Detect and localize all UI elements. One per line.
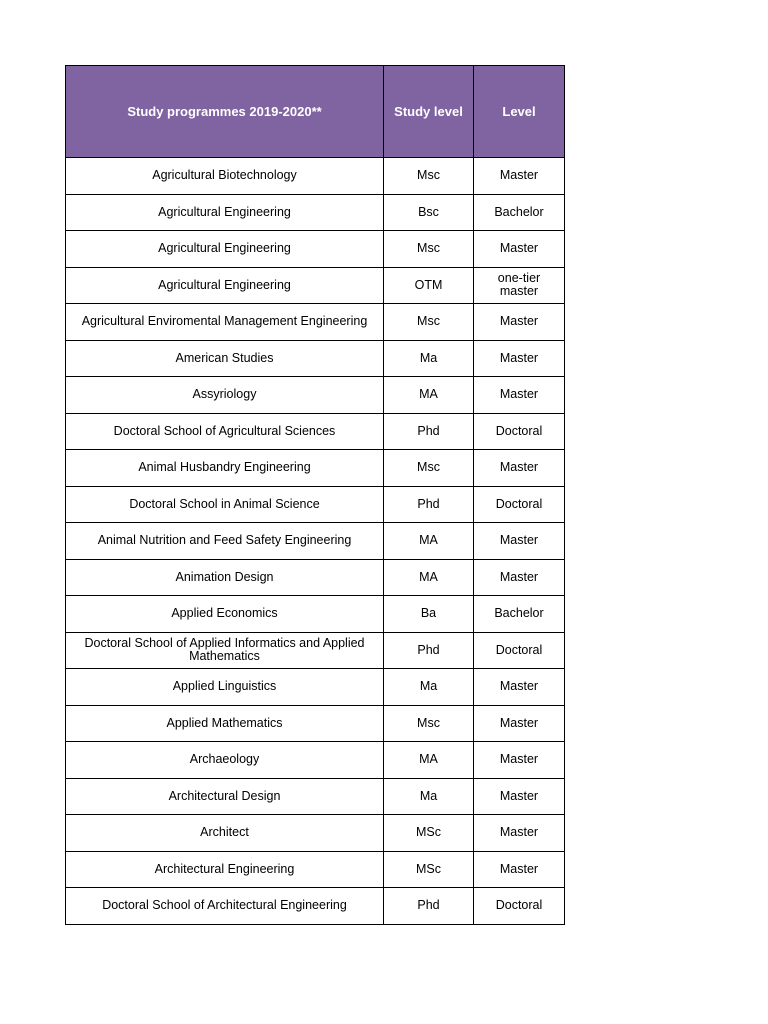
- level-cell: Doctoral: [474, 888, 565, 925]
- table-row: [66, 523, 565, 560]
- header-study-level: Study level: [384, 66, 474, 158]
- study-level-cell: Ba: [384, 596, 474, 633]
- table-row: [66, 413, 565, 450]
- level-cell: Master: [474, 377, 565, 414]
- programme-cell: Doctoral School in Animal Science: [66, 486, 384, 523]
- level-cell: Doctoral: [474, 632, 565, 669]
- table-row: [66, 559, 565, 596]
- study-level-cell: Msc: [384, 304, 474, 341]
- table-row: [66, 596, 565, 633]
- table-row: [66, 888, 565, 925]
- table-row: [66, 778, 565, 815]
- table-row: [66, 815, 565, 852]
- level-cell: Master: [474, 304, 565, 341]
- study-level-cell: OTM: [384, 267, 474, 304]
- programme-cell: Doctoral School of Architectural Engineering: [66, 888, 384, 925]
- table-row: [66, 632, 565, 669]
- study-level-cell: Phd: [384, 486, 474, 523]
- table-row: [66, 304, 565, 341]
- table-header-row: [66, 66, 565, 158]
- table-row: [66, 377, 565, 414]
- programme-cell: Architectural Engineering: [66, 851, 384, 888]
- level-cell: Master: [474, 778, 565, 815]
- programme-cell: Agricultural Engineering: [66, 267, 384, 304]
- programme-cell: Animal Nutrition and Feed Safety Engineering: [66, 523, 384, 560]
- study-level-cell: Ma: [384, 778, 474, 815]
- level-cell: Doctoral: [474, 413, 565, 450]
- study-level-cell: MSc: [384, 851, 474, 888]
- table-row: [66, 742, 565, 779]
- level-cell: Master: [474, 450, 565, 487]
- level-cell: Master: [474, 669, 565, 706]
- level-cell: Doctoral: [474, 486, 565, 523]
- study-level-cell: Phd: [384, 413, 474, 450]
- table-row: [66, 705, 565, 742]
- study-level-cell: MA: [384, 742, 474, 779]
- programme-cell: Animal Husbandry Engineering: [66, 450, 384, 487]
- study-level-cell: Phd: [384, 632, 474, 669]
- programme-cell: Agricultural Biotechnology: [66, 158, 384, 195]
- level-cell: Master: [474, 705, 565, 742]
- study-level-cell: Msc: [384, 450, 474, 487]
- study-level-cell: MA: [384, 523, 474, 560]
- table-row: [66, 851, 565, 888]
- level-cell: Master: [474, 158, 565, 195]
- header-study-programmes: Study programmes 2019-2020**: [66, 66, 384, 158]
- level-cell: Master: [474, 851, 565, 888]
- level-cell: Bachelor: [474, 596, 565, 633]
- level-cell: one-tier master: [474, 267, 565, 304]
- table-row: [66, 340, 565, 377]
- study-level-cell: MA: [384, 377, 474, 414]
- level-cell: Master: [474, 559, 565, 596]
- study-level-cell: MSc: [384, 815, 474, 852]
- table-row: [66, 669, 565, 706]
- programme-cell: Assyriology: [66, 377, 384, 414]
- programme-cell: Applied Mathematics: [66, 705, 384, 742]
- programme-cell: Architectural Design: [66, 778, 384, 815]
- study-level-cell: Msc: [384, 231, 474, 268]
- level-cell: Master: [474, 231, 565, 268]
- programme-cell: Doctoral School of Agricultural Sciences: [66, 413, 384, 450]
- table-row: [66, 158, 565, 195]
- programme-cell: Agricultural Engineering: [66, 231, 384, 268]
- study-programmes-table: [65, 65, 565, 925]
- level-cell: Master: [474, 742, 565, 779]
- table-row: [66, 450, 565, 487]
- programme-cell: Animation Design: [66, 559, 384, 596]
- table-row: [66, 267, 565, 304]
- study-level-cell: Ma: [384, 669, 474, 706]
- study-level-cell: Phd: [384, 888, 474, 925]
- programme-cell: Doctoral School of Applied Informatics and Applied Mathematics: [66, 632, 384, 669]
- level-cell: Master: [474, 815, 565, 852]
- header-level: Level: [474, 66, 565, 158]
- table-row: [66, 486, 565, 523]
- table-row: [66, 194, 565, 231]
- study-level-cell: Bsc: [384, 194, 474, 231]
- table-row: [66, 231, 565, 268]
- programme-cell: Agricultural Enviromental Management Engineering: [66, 304, 384, 341]
- programme-cell: Agricultural Engineering: [66, 194, 384, 231]
- study-level-cell: Msc: [384, 158, 474, 195]
- programme-cell: Architect: [66, 815, 384, 852]
- study-level-cell: Msc: [384, 705, 474, 742]
- programme-cell: Applied Economics: [66, 596, 384, 633]
- study-level-cell: MA: [384, 559, 474, 596]
- level-cell: Master: [474, 340, 565, 377]
- study-level-cell: Ma: [384, 340, 474, 377]
- programme-cell: Archaeology: [66, 742, 384, 779]
- level-cell: Bachelor: [474, 194, 565, 231]
- programme-cell: Applied Linguistics: [66, 669, 384, 706]
- programme-cell: American Studies: [66, 340, 384, 377]
- level-cell: Master: [474, 523, 565, 560]
